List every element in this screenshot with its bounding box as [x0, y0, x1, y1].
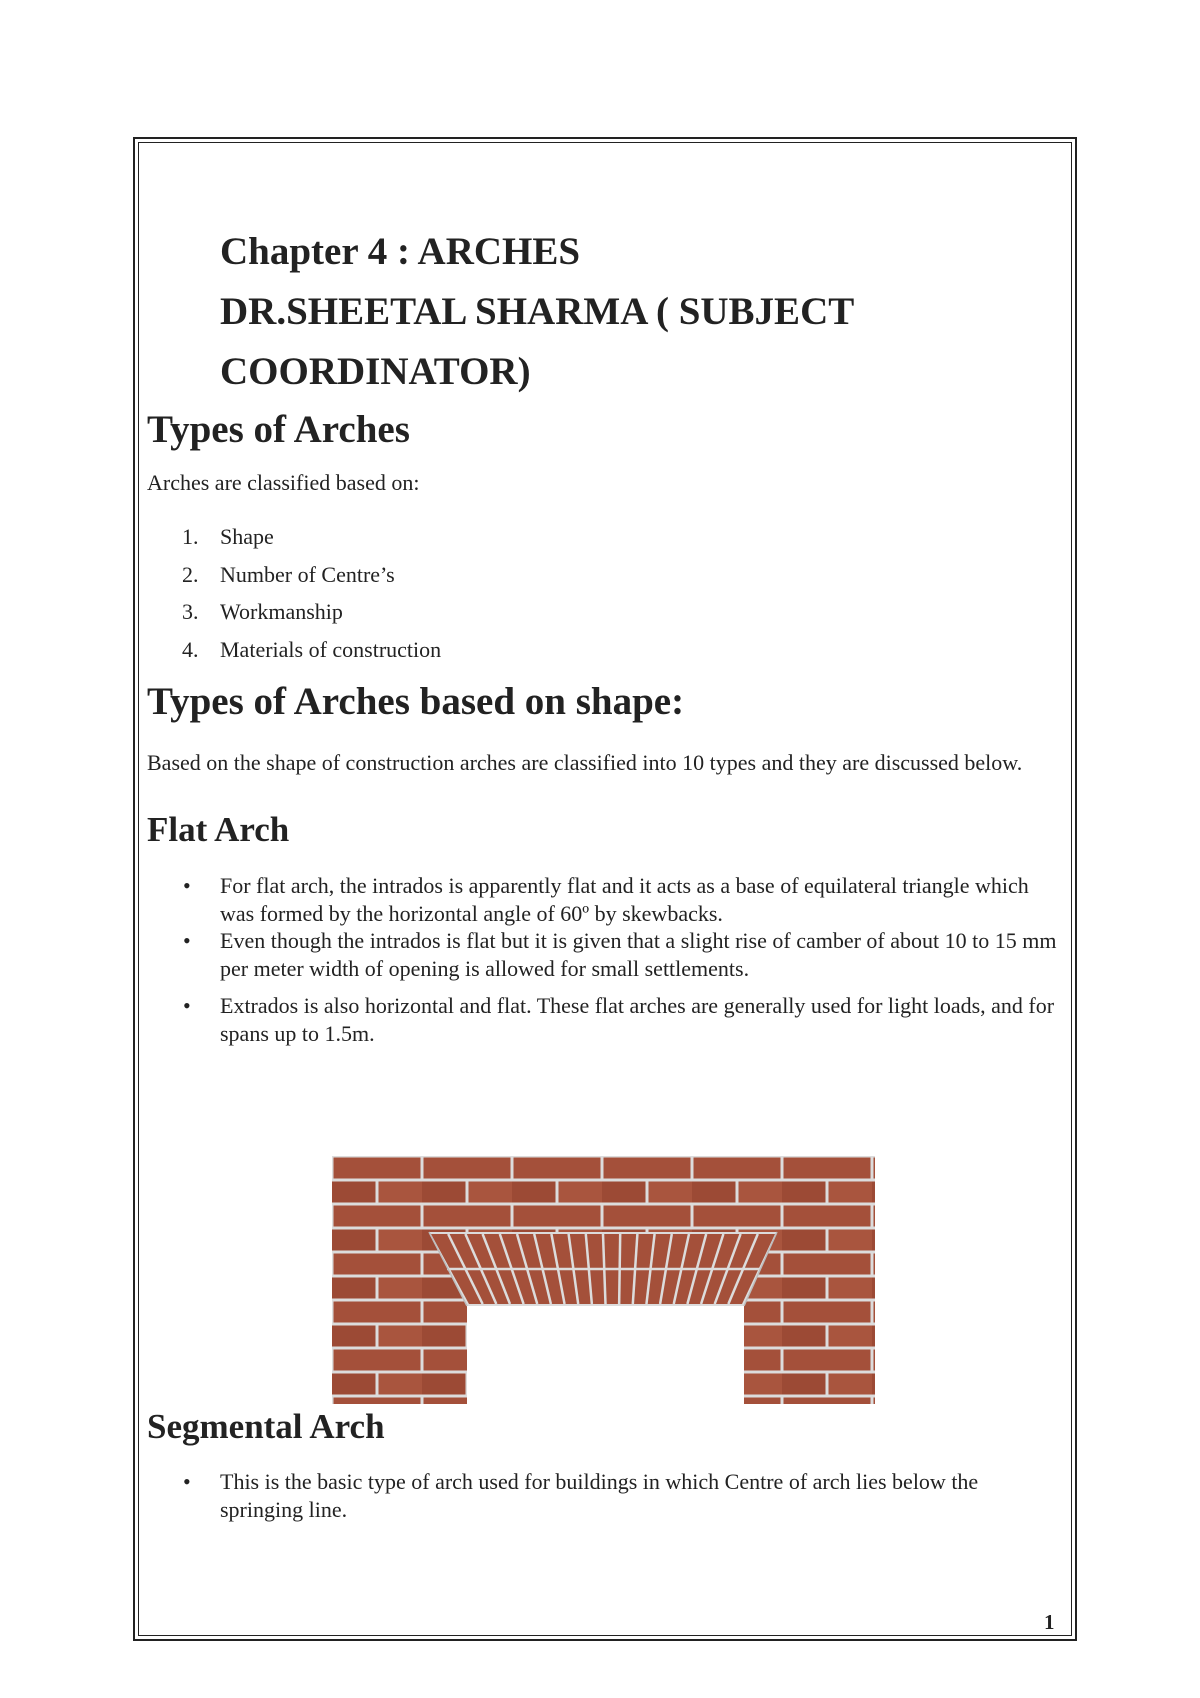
list-item: 1. Shape: [182, 524, 274, 549]
flat-arch-heading: Flat Arch: [147, 810, 290, 849]
bullet-icon: •: [183, 993, 191, 1018]
classification-intro: Arches are classified based on:: [147, 470, 420, 495]
list-item: • Extrados is also horizontal and flat. These flat arches are generally used for light loads, and for spans up to 1.5m.: [183, 993, 1055, 1046]
chapter-title: Chapter 4 : ARCHES: [220, 230, 581, 273]
page-number: 1: [1044, 1610, 1055, 1634]
shape-types-heading: Types of Arches based on shape:: [147, 680, 685, 723]
bullet-icon: •: [183, 928, 191, 953]
shape-types-text: Based on the shape of construction arches are classified into 10 types and they are discussed below.: [147, 750, 1023, 775]
list-item: 3. Workmanship: [182, 599, 343, 624]
list-item: • For flat arch, the intrados is apparently flat and it acts as a base of equilateral triangle which was formed by the horizontal angle of 60º by skewbacks.: [183, 873, 1029, 926]
list-item: • Even though the intrados is flat but it is given that a slight rise of camber of about 10 to 15 mm per meter width of opening is allowed for small settlements.: [183, 928, 1057, 981]
list-item: • This is the basic type of arch used for buildings in which Centre of arch lies below the springing line.: [183, 1469, 979, 1522]
segmental-arch-heading: Segmental Arch: [147, 1407, 385, 1446]
classification-list: [147, 518, 1062, 668]
author-line-2: COORDINATOR): [220, 350, 531, 393]
bullet-icon: •: [183, 1469, 191, 1494]
title-block: [220, 222, 1062, 402]
flat-arch-bullets: [147, 872, 1062, 1047]
list-item: 2. Number of Centre’s: [182, 561, 395, 587]
author-line-1: DR.SHEETAL SHARMA ( SUBJECT: [220, 290, 855, 333]
flat-arch-brick-illustration: [332, 1156, 875, 1404]
types-of-arches-heading: Types of Arches: [147, 408, 410, 451]
bullet-icon: •: [183, 873, 191, 898]
segmental-arch-bullets: [147, 1468, 1062, 1523]
list-item: 4. Materials of construction: [182, 636, 442, 662]
